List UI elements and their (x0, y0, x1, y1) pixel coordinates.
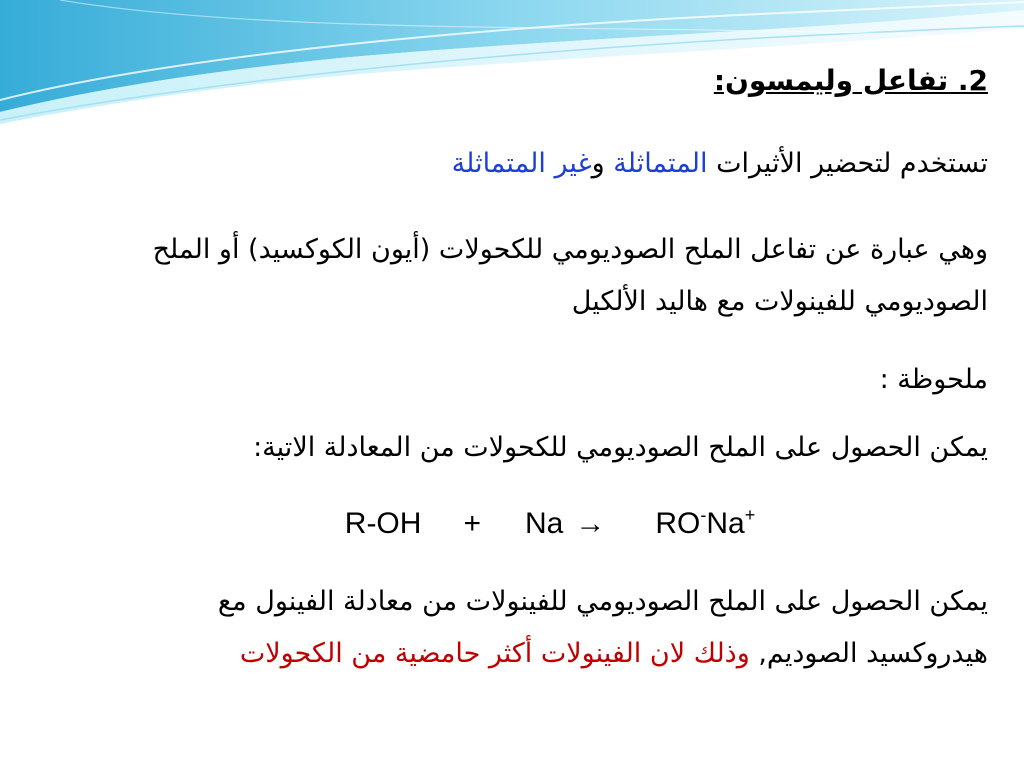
reactant-alcohol: R-OH (344, 507, 422, 540)
product-alkoxide: RO (655, 507, 701, 540)
reaction-description: وهي عبارة عن تفاعل الملح الصوديومي للكحولات (أيون الكوكسيد) أو الملح الصوديومي للفينولات مع هاليد الألكيل (152, 234, 988, 317)
product-sodium: Na (706, 507, 745, 540)
usage-text: تستخدم لتحضير الأثيرات (707, 148, 988, 179)
symmetric-term: المتماثلة (613, 148, 708, 179)
acidity-reason: وذلك لان الفينولات أكثر حامضية من الكحولات (239, 638, 750, 669)
asymmetric-term: غير المتماثلة (451, 148, 592, 179)
alcohol-salt-line: يمكن الحصول على الملح الصوديومي للكحولات من المعادلة الاتية: (253, 432, 988, 463)
phenol-salt-paragraph (98, 576, 988, 680)
ethers-usage-line (452, 148, 988, 180)
slide-title: 2. تفاعل وليمسون: (713, 64, 988, 97)
note-label: ملحوظة : (879, 364, 988, 395)
reactant-sodium: Na (524, 507, 564, 540)
reaction-equation (0, 505, 1024, 541)
plus-charge: + (744, 505, 756, 525)
reaction-arrow: → (575, 507, 606, 540)
and-connector: و (591, 148, 614, 179)
phenol-salt-text: يمكن الحصول على الملح الصوديومي للفينولات من معادلة الفينول مع هيدروكسيد الصوديم, (217, 586, 988, 669)
minus-charge: - (700, 505, 707, 525)
plus-sign: + (463, 507, 481, 540)
